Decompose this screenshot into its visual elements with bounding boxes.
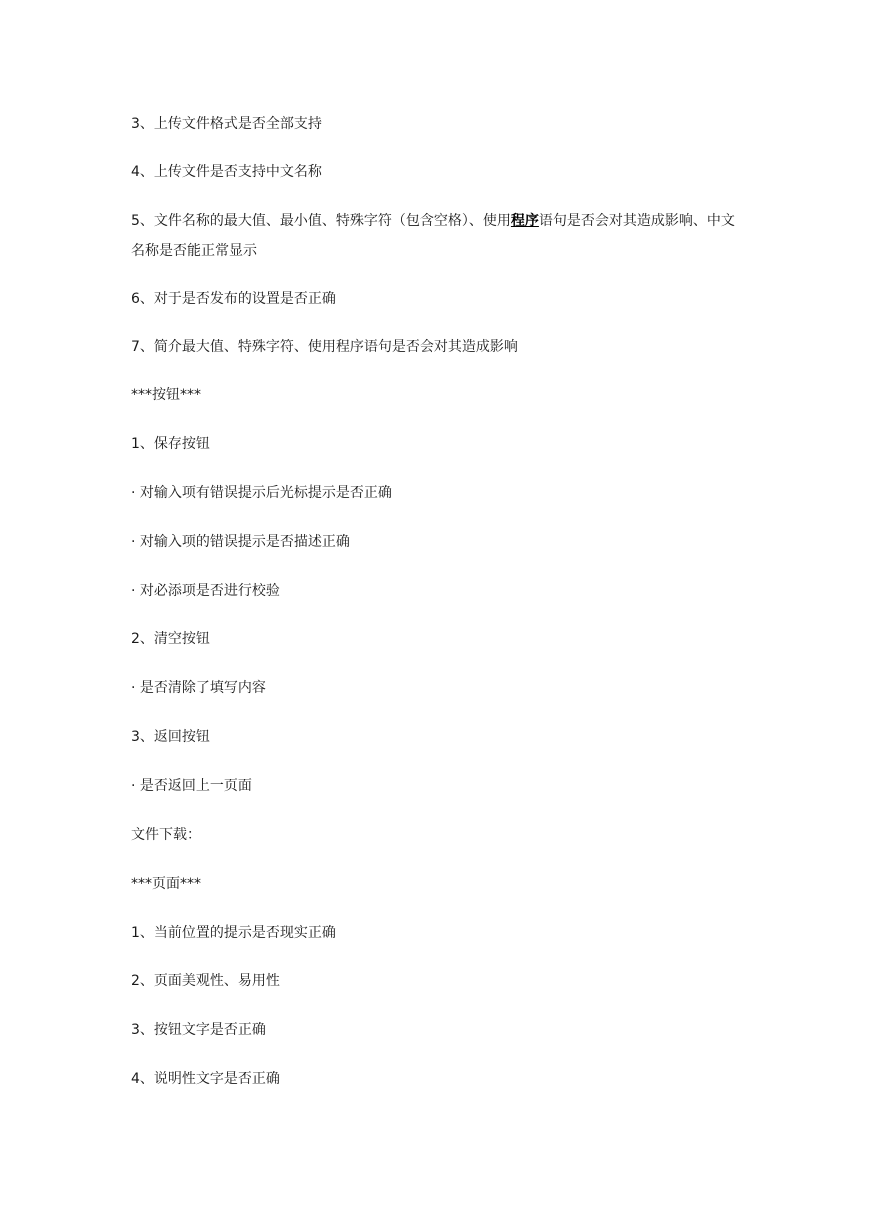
save-button-heading: 1、保存按钮 bbox=[131, 436, 210, 452]
save-check-error-text: · 对输入项的错误提示是否描述正确 bbox=[131, 534, 350, 550]
button-text-item: 3、按钮文字是否正确 bbox=[131, 1022, 266, 1038]
publish-setting-item: 6、对于是否发布的设置是否正确 bbox=[131, 291, 336, 307]
back-check-previous-page: · 是否返回上一页面 bbox=[131, 778, 252, 794]
filename-limits-item bbox=[131, 206, 741, 266]
save-check-required: · 对必添项是否进行校验 bbox=[131, 583, 280, 599]
page-usability-item: 2、页面美观性、易用性 bbox=[131, 973, 280, 989]
current-location-item: 1、当前位置的提示是否现实正确 bbox=[131, 925, 336, 941]
clear-button-heading: 2、清空按钮 bbox=[131, 631, 210, 647]
page-section-heading: ***页面*** bbox=[131, 876, 201, 892]
upload-format-item: 3、上传文件格式是否全部支持 bbox=[131, 116, 322, 132]
description-text-item: 4、说明性文字是否正确 bbox=[131, 1071, 280, 1087]
buttons-section-heading: ***按钮*** bbox=[131, 387, 201, 403]
file-download-heading: 文件下载： bbox=[131, 827, 201, 843]
clear-check-content: · 是否清除了填写内容 bbox=[131, 680, 266, 696]
summary-limits-item: 7、简介最大值、特殊字符、使用程序语句是否会对其造成影响 bbox=[131, 339, 518, 355]
filename-limits-prefix: 5、文件名称的最大值、最小值、特殊字符（包含空格）、使用 bbox=[131, 213, 511, 229]
filename-limits-suffix: 语句是否会对其造成影响、中文名称是否能正常显示 bbox=[131, 213, 735, 259]
program-link[interactable]: 程序 bbox=[510, 213, 539, 229]
upload-chinese-name-item: 4、上传文件是否支持中文名称 bbox=[131, 164, 322, 180]
back-button-heading: 3、返回按钮 bbox=[131, 729, 210, 745]
save-check-cursor: · 对输入项有错误提示后光标提示是否正确 bbox=[131, 485, 392, 501]
